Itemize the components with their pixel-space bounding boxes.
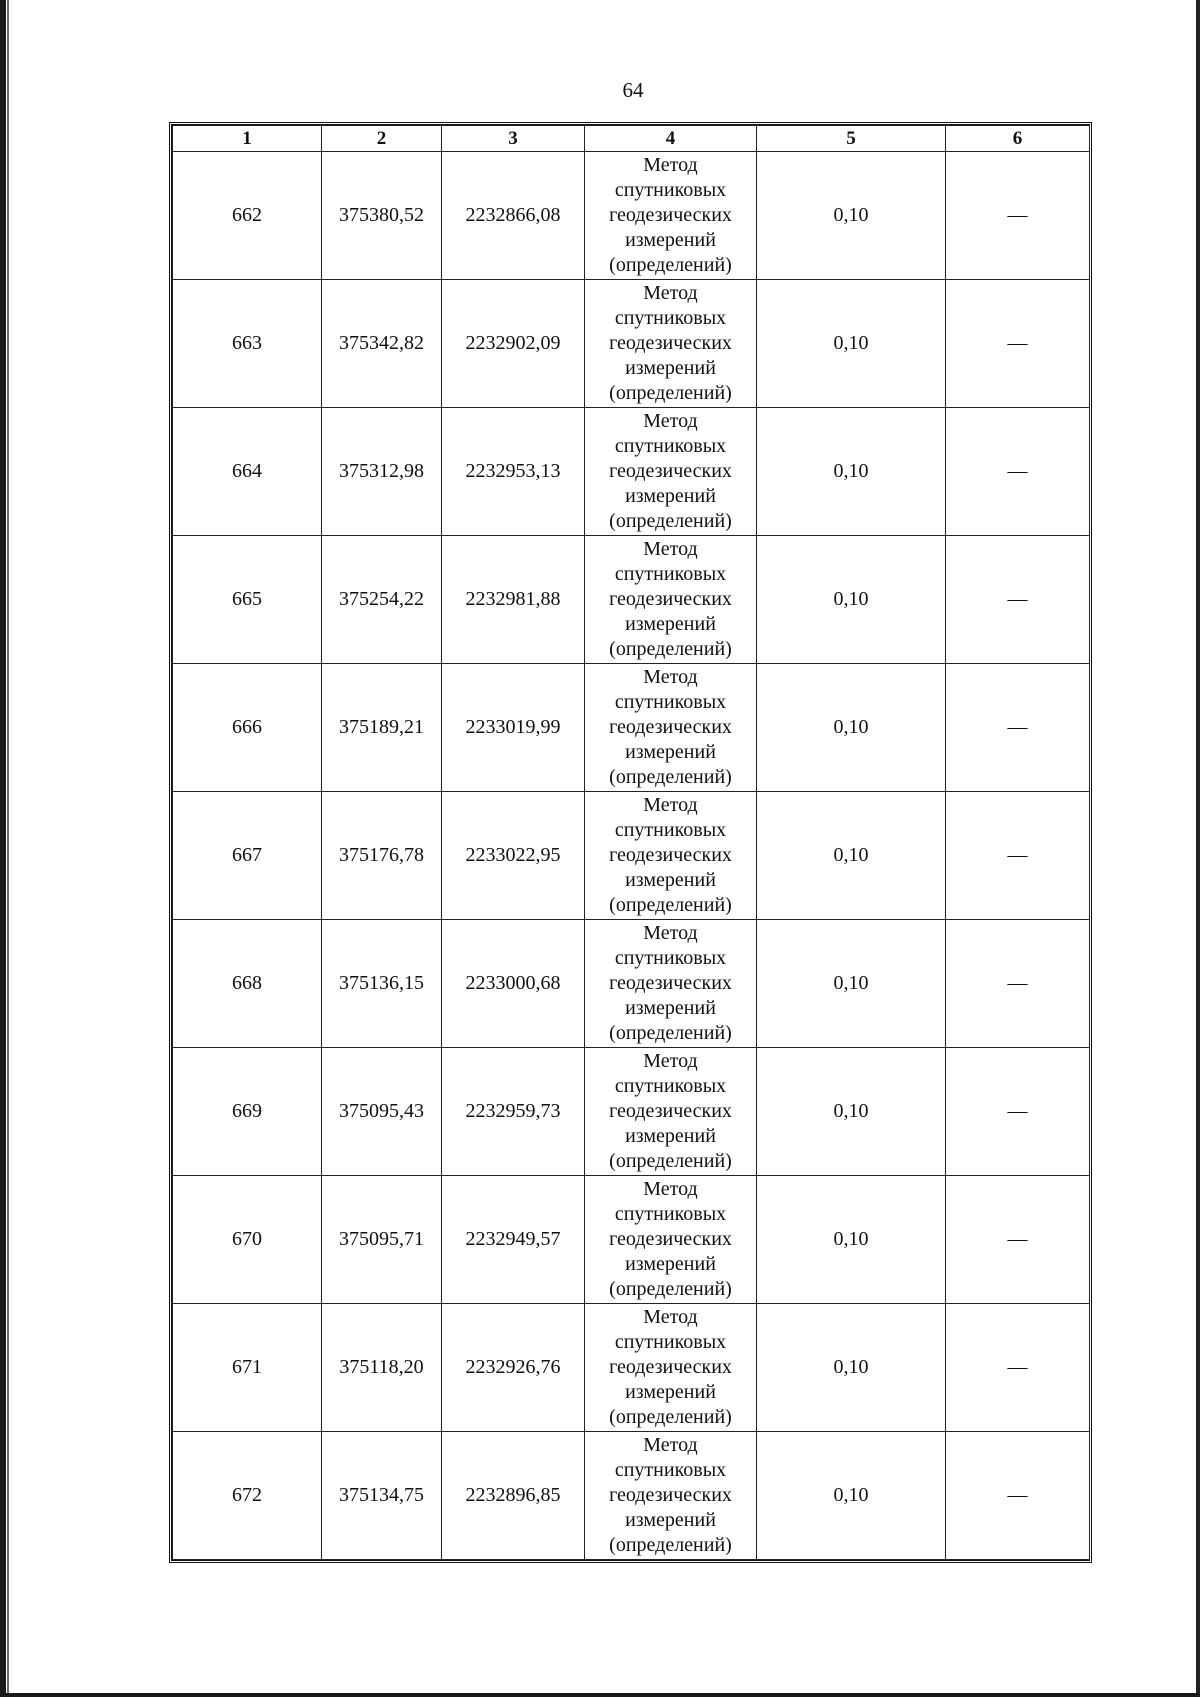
method-line: измерений bbox=[625, 485, 716, 507]
column-header-5: 5 bbox=[757, 126, 946, 152]
method-line: спутниковых bbox=[614, 1459, 727, 1481]
accuracy-cell: 0,10 bbox=[757, 1304, 946, 1432]
coordinates-table bbox=[172, 125, 1090, 1560]
table-row bbox=[173, 664, 1090, 792]
method-line: (определений) bbox=[609, 254, 732, 276]
point-number-cell: 668 bbox=[173, 920, 322, 1048]
method-line: (определений) bbox=[609, 1278, 732, 1300]
method-line: измерений bbox=[625, 741, 716, 763]
y-coordinate-cell: 2232981,88 bbox=[442, 536, 585, 664]
method-line: измерений bbox=[625, 869, 716, 891]
y-coordinate-cell: 2232959,73 bbox=[442, 1048, 585, 1176]
note-cell: — bbox=[946, 664, 1090, 792]
y-coordinate-cell: 2232896,85 bbox=[442, 1432, 585, 1560]
method-line: геодезических bbox=[609, 1100, 732, 1122]
method-line: спутниковых bbox=[614, 691, 727, 713]
method-cell bbox=[585, 1432, 757, 1560]
note-cell: — bbox=[946, 1176, 1090, 1304]
scan-border-left-inner bbox=[7, 0, 9, 1697]
method-line: измерений bbox=[625, 1253, 716, 1275]
table-row bbox=[173, 280, 1090, 408]
note-cell: — bbox=[946, 152, 1090, 280]
note-cell: — bbox=[946, 280, 1090, 408]
note-cell: — bbox=[946, 1048, 1090, 1176]
method-line: измерений bbox=[625, 1381, 716, 1403]
method-line: спутниковых bbox=[614, 1075, 727, 1097]
note-cell: — bbox=[946, 1432, 1090, 1560]
method-line: измерений bbox=[625, 1509, 716, 1531]
accuracy-cell: 0,10 bbox=[757, 664, 946, 792]
method-line: Метод bbox=[643, 794, 698, 816]
note-cell: — bbox=[946, 1304, 1090, 1432]
table-row bbox=[173, 536, 1090, 664]
method-line: (определений) bbox=[609, 1534, 732, 1556]
x-coordinate-cell: 375095,43 bbox=[322, 1048, 442, 1176]
accuracy-cell: 0,10 bbox=[757, 408, 946, 536]
x-coordinate-cell: 375189,21 bbox=[322, 664, 442, 792]
scan-border-bottom bbox=[0, 1693, 1200, 1697]
y-coordinate-cell: 2233019,99 bbox=[442, 664, 585, 792]
method-line: (определений) bbox=[609, 894, 732, 916]
method-line: спутниковых bbox=[614, 435, 727, 457]
table-row bbox=[173, 408, 1090, 536]
point-number-cell: 671 bbox=[173, 1304, 322, 1432]
x-coordinate-cell: 375342,82 bbox=[322, 280, 442, 408]
method-line: Метод bbox=[643, 538, 698, 560]
method-line: Метод bbox=[643, 1178, 698, 1200]
method-cell bbox=[585, 792, 757, 920]
point-number-cell: 672 bbox=[173, 1432, 322, 1560]
y-coordinate-cell: 2232953,13 bbox=[442, 408, 585, 536]
scan-border-right bbox=[1196, 0, 1200, 1697]
method-line: спутниковых bbox=[614, 563, 727, 585]
x-coordinate-cell: 375176,78 bbox=[322, 792, 442, 920]
point-number-cell: 662 bbox=[173, 152, 322, 280]
column-header-6: 6 bbox=[946, 126, 1090, 152]
method-line: геодезических bbox=[609, 844, 732, 866]
method-line: Метод bbox=[643, 666, 698, 688]
point-number-cell: 666 bbox=[173, 664, 322, 792]
method-line: (определений) bbox=[609, 1022, 732, 1044]
method-line: Метод bbox=[643, 1306, 698, 1328]
method-line: Метод bbox=[643, 410, 698, 432]
method-line: геодезических bbox=[609, 1356, 732, 1378]
point-number-cell: 663 bbox=[173, 280, 322, 408]
method-line: (определений) bbox=[609, 382, 732, 404]
note-cell: — bbox=[946, 792, 1090, 920]
method-cell bbox=[585, 152, 757, 280]
method-cell bbox=[585, 664, 757, 792]
x-coordinate-cell: 375134,75 bbox=[322, 1432, 442, 1560]
table-row bbox=[173, 1176, 1090, 1304]
accuracy-cell: 0,10 bbox=[757, 280, 946, 408]
method-line: измерений bbox=[625, 1125, 716, 1147]
table-row bbox=[173, 1432, 1090, 1560]
y-coordinate-cell: 2233000,68 bbox=[442, 920, 585, 1048]
y-coordinate-cell: 2232902,09 bbox=[442, 280, 585, 408]
method-line: геодезических bbox=[609, 972, 732, 994]
point-number-cell: 669 bbox=[173, 1048, 322, 1176]
method-cell bbox=[585, 920, 757, 1048]
x-coordinate-cell: 375095,71 bbox=[322, 1176, 442, 1304]
x-coordinate-cell: 375118,20 bbox=[322, 1304, 442, 1432]
method-line: Метод bbox=[643, 282, 698, 304]
column-header-2: 2 bbox=[322, 126, 442, 152]
column-header-1: 1 bbox=[173, 126, 322, 152]
method-cell bbox=[585, 1048, 757, 1176]
method-line: (определений) bbox=[609, 1150, 732, 1172]
accuracy-cell: 0,10 bbox=[757, 152, 946, 280]
method-line: геодезических bbox=[609, 716, 732, 738]
column-header-3: 3 bbox=[442, 126, 585, 152]
y-coordinate-cell: 2232926,76 bbox=[442, 1304, 585, 1432]
method-line: измерений bbox=[625, 229, 716, 251]
accuracy-cell: 0,10 bbox=[757, 536, 946, 664]
column-header-4: 4 bbox=[585, 126, 757, 152]
method-line: (определений) bbox=[609, 638, 732, 660]
method-line: геодезических bbox=[609, 332, 732, 354]
table-row bbox=[173, 1304, 1090, 1432]
table-row bbox=[173, 1048, 1090, 1176]
method-cell bbox=[585, 408, 757, 536]
accuracy-cell: 0,10 bbox=[757, 1432, 946, 1560]
point-number-cell: 667 bbox=[173, 792, 322, 920]
accuracy-cell: 0,10 bbox=[757, 1048, 946, 1176]
coordinates-table-frame bbox=[169, 122, 1092, 1563]
y-coordinate-cell: 2232866,08 bbox=[442, 152, 585, 280]
method-line: геодезических bbox=[609, 460, 732, 482]
method-line: геодезических bbox=[609, 1484, 732, 1506]
method-line: Метод bbox=[643, 922, 698, 944]
point-number-cell: 665 bbox=[173, 536, 322, 664]
point-number-cell: 670 bbox=[173, 1176, 322, 1304]
note-cell: — bbox=[946, 408, 1090, 536]
method-line: измерений bbox=[625, 357, 716, 379]
accuracy-cell: 0,10 bbox=[757, 920, 946, 1048]
note-cell: — bbox=[946, 920, 1090, 1048]
method-line: Метод bbox=[643, 1434, 698, 1456]
x-coordinate-cell: 375380,52 bbox=[322, 152, 442, 280]
method-cell bbox=[585, 536, 757, 664]
table-row bbox=[173, 152, 1090, 280]
point-number-cell: 664 bbox=[173, 408, 322, 536]
method-cell bbox=[585, 280, 757, 408]
x-coordinate-cell: 375136,15 bbox=[322, 920, 442, 1048]
scan-border-left bbox=[0, 0, 6, 1697]
table-body bbox=[173, 152, 1090, 1560]
method-cell bbox=[585, 1304, 757, 1432]
note-cell: — bbox=[946, 536, 1090, 664]
method-line: геодезических bbox=[609, 1228, 732, 1250]
method-line: спутниковых bbox=[614, 947, 727, 969]
method-line: геодезических bbox=[609, 588, 732, 610]
y-coordinate-cell: 2233022,95 bbox=[442, 792, 585, 920]
method-line: спутниковых bbox=[614, 819, 727, 841]
method-line: спутниковых bbox=[614, 1331, 727, 1353]
table-header-row bbox=[173, 126, 1090, 152]
page-number: 64 bbox=[622, 78, 644, 102]
method-line: геодезических bbox=[609, 204, 732, 226]
method-line: спутниковых bbox=[614, 1203, 727, 1225]
method-line: спутниковых bbox=[614, 307, 727, 329]
method-cell bbox=[585, 1176, 757, 1304]
x-coordinate-cell: 375254,22 bbox=[322, 536, 442, 664]
table-row bbox=[173, 920, 1090, 1048]
method-line: (определений) bbox=[609, 510, 732, 532]
method-line: (определений) bbox=[609, 1406, 732, 1428]
accuracy-cell: 0,10 bbox=[757, 792, 946, 920]
method-line: измерений bbox=[625, 613, 716, 635]
x-coordinate-cell: 375312,98 bbox=[322, 408, 442, 536]
method-line: (определений) bbox=[609, 766, 732, 788]
method-line: спутниковых bbox=[614, 179, 727, 201]
method-line: измерений bbox=[625, 997, 716, 1019]
method-line: Метод bbox=[643, 154, 698, 176]
method-line: Метод bbox=[643, 1050, 698, 1072]
y-coordinate-cell: 2232949,57 bbox=[442, 1176, 585, 1304]
accuracy-cell: 0,10 bbox=[757, 1176, 946, 1304]
table-row bbox=[173, 792, 1090, 920]
